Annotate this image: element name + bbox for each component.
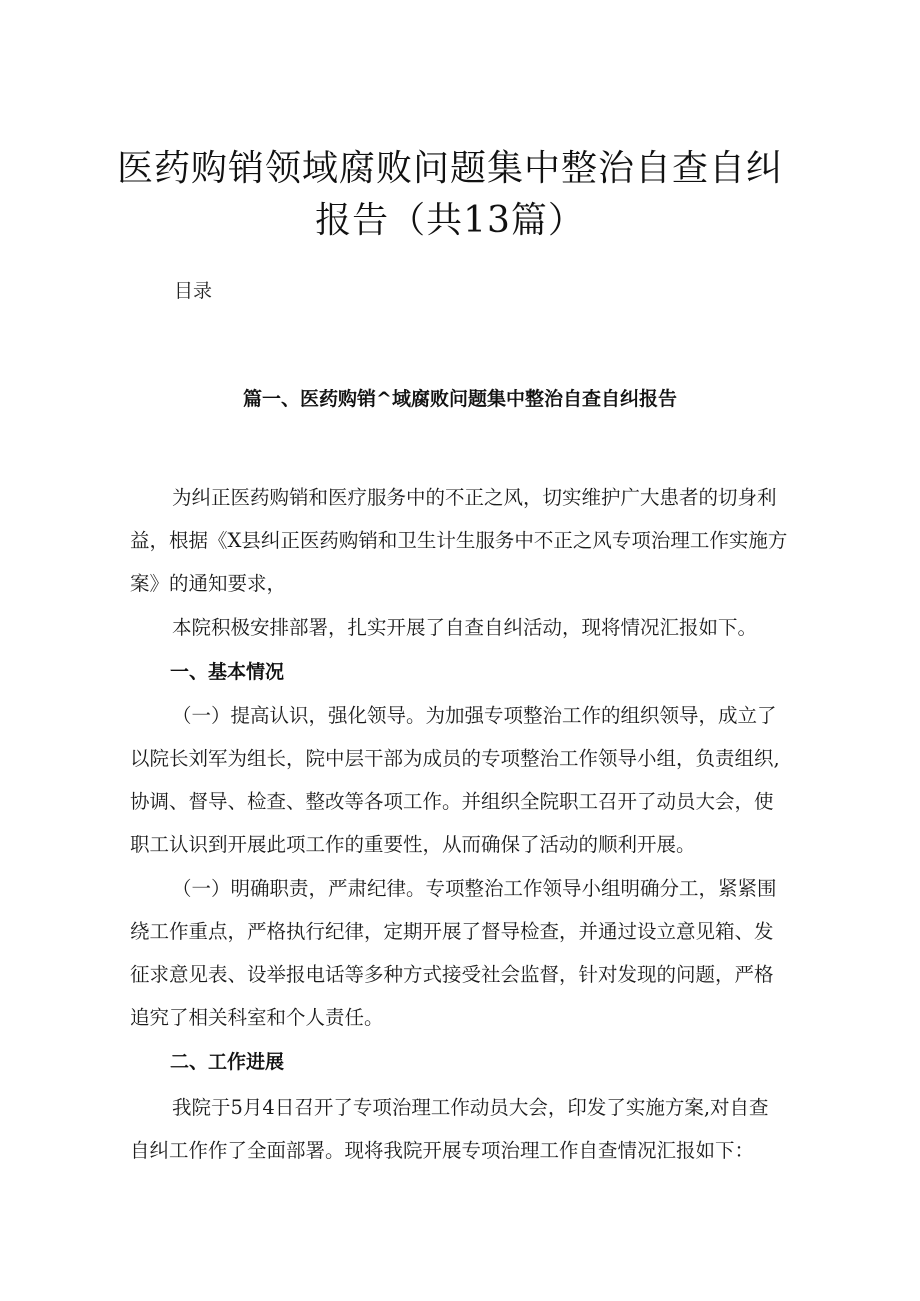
section-heading-basic-situation: 一、基本情况 <box>170 661 285 683</box>
document-title-line-1: 医药购销领域腐败问题集中整治自查自纠 <box>116 148 783 189</box>
paragraph-5-line-2: 自纠工作作了全面部署。现将我院开展专项治理工作自查情况汇报如下： <box>130 1139 755 1162</box>
paragraph-4-line-2: 绕工作重点，严格执行纪律，定期开展了督导检查，并通过设立意见箱、发 <box>130 920 774 943</box>
paragraph-3-line-2: 以院长刘军为组长，院中层干部为成员的专项整治工作领导小组，负责组织, <box>130 747 780 770</box>
paragraph-4-line-4: 追究了相关科室和个人责任。 <box>130 1006 384 1029</box>
paragraph-1-line-2: 益，根据《X县纠正医药购销和卫生计生服务中不正之风专项治理工作实施方 <box>130 529 788 552</box>
paragraph-5-line-1: 我院于5月4日召开了专项治理工作动员大会，印发了实施方案,对自查 <box>172 1096 769 1119</box>
article-heading: 篇一、医药购销^域腐败问题集中整治自查自纠报告 <box>243 388 677 410</box>
paragraph-1-line-1: 为纠正医药购销和医疗服务中的不正之风，切实维护广大患者的切身利 <box>172 486 777 509</box>
paragraph-3-line-4: 职工认识到开展此项工作的重要性，从而确保了活动的顺利开展。 <box>130 833 696 856</box>
table-of-contents-label: 目录 <box>174 280 213 302</box>
paragraph-4-line-3: 征求意见表、设举报电话等多种方式接受社会监督，针对发现的问题，严格 <box>130 963 774 986</box>
section-heading-work-progress: 二、工作进展 <box>170 1051 285 1073</box>
document-title-line-2: 报告（共13篇） <box>315 200 585 241</box>
paragraph-3-line-1: （一）提高认识，强化领导。为加强专项整治工作的组织领导，成立了 <box>172 704 777 727</box>
paragraph-2-line-1: 本院积极安排部署，扎实开展了自查自纠活动，现将情况汇报如下。 <box>172 616 758 639</box>
paragraph-3-line-3: 协调、督导、检查、整改等各项工作。并组织全院职工召开了动员大会，使 <box>130 790 774 813</box>
paragraph-4-line-1: （一）明确职责，严肃纪律。专项整治工作领导小组明确分工，紧紧围 <box>172 877 777 900</box>
paragraph-1-line-3: 案》的通知要求， <box>130 572 287 595</box>
